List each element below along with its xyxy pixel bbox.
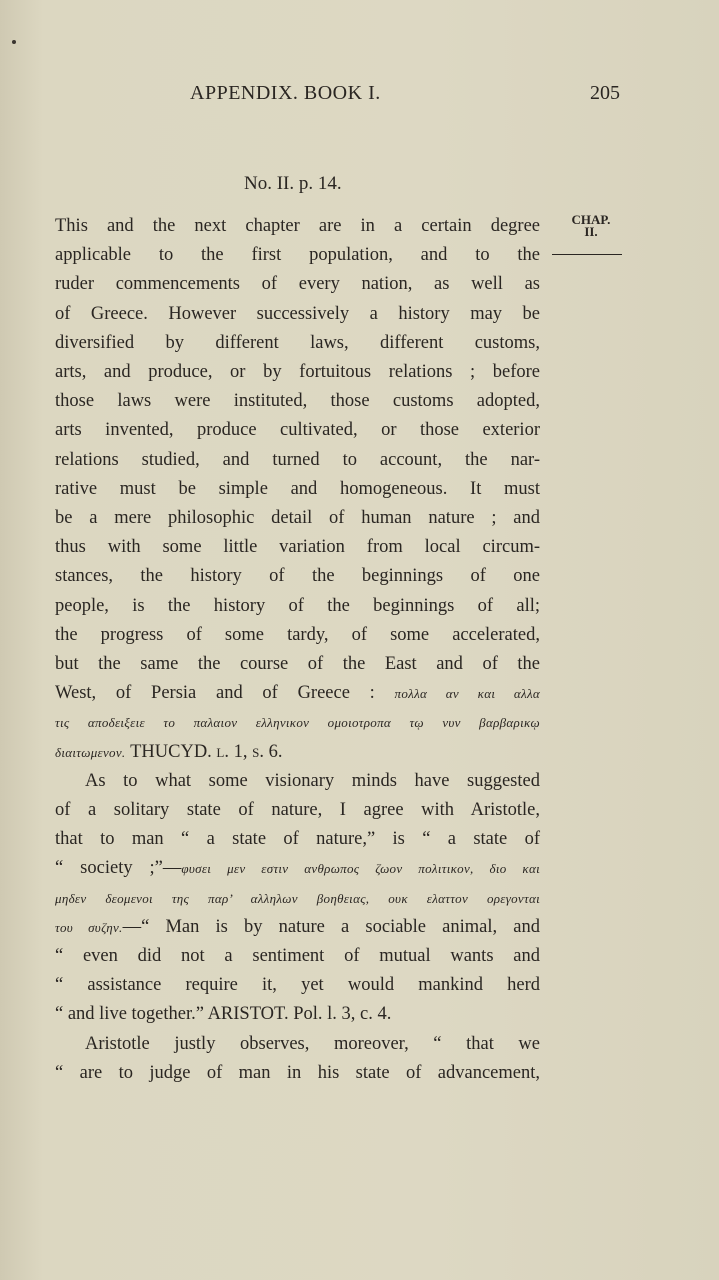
greek-line — [55, 708, 540, 737]
text-line: As to what some visionary minds have suggested — [85, 770, 540, 791]
text-line: —“ Man is by nature a sociable animal, and — [122, 916, 541, 937]
ink-speck — [12, 40, 16, 44]
text-line: relations studied, and turned to account, the nar- — [55, 449, 540, 470]
greek-line — [55, 884, 540, 913]
text-line-with-greek — [55, 679, 540, 708]
greek-quote: φυσει μεν εστιν ανθρωπος ζωον πολιτικον, διο και — [181, 861, 541, 877]
citation: THUCYD. l. 1, s. 6. — [130, 741, 283, 762]
text-line: be a mere philosophic detail of human nature ; and — [55, 508, 540, 529]
text-line: stances, the history of the beginnings of one — [55, 566, 540, 587]
greek-quote: διαιτωμενον. — [55, 744, 126, 760]
text-line: but the same the course of the East and of the — [55, 654, 540, 675]
text-line: “ are to judge of man in his state of advancement, — [55, 1062, 540, 1083]
page-number: 205 — [590, 82, 620, 104]
text-line: of a solitary state of nature, I agree with Aristotle, — [55, 800, 540, 821]
greek-quote: του συζην. — [55, 919, 123, 935]
margin-chapter-label: CHAP. — [571, 212, 611, 227]
text-line: thus with some little variation from local circum- — [55, 537, 540, 558]
text-line: Aristotle justly observes, moreover, “ that we — [85, 1033, 540, 1054]
text-line: “ society ;”— — [55, 858, 182, 879]
text-line: arts invented, produce cultivated, or those exterior — [55, 420, 540, 441]
text-line: that to man “ a state of nature,” is “ a state of — [55, 829, 540, 850]
text-line: “ assistance require it, yet would mankind herd — [55, 975, 540, 996]
text-line: ruder commencements of every nation, as well as — [55, 274, 540, 295]
text-line: “ and live together.” ARISTOT. Pol. l. 3, c. 4. — [55, 1004, 392, 1025]
margin-rule — [552, 254, 622, 255]
running-header: APPENDIX. BOOK I. — [190, 82, 381, 104]
margin-chapter-note — [560, 214, 622, 238]
text-line: applicable to the first population, and to the — [55, 245, 540, 266]
section-heading: No. II. p. 14. — [244, 173, 342, 194]
text-line: those laws were instituted, those customs adopted, — [55, 391, 540, 412]
text-line: West, of Persia and of Greece : — [55, 683, 375, 704]
body-text — [55, 212, 540, 1088]
greek-quote: τις αποδειξειε το παλαιον ελληνικον ομοιοτροπα τῳ νυν βαρβαρικῳ — [55, 715, 540, 731]
text-line: rative must be simple and homogeneous. It must — [55, 478, 540, 499]
text-line: “ even did not a sentiment of mutual wants and — [55, 946, 540, 967]
text-line-with-greek — [55, 854, 540, 883]
text-line: This and the next chapter are in a certain degree — [55, 216, 540, 236]
text-line-with-greek — [55, 913, 540, 942]
text-line: the progress of some tardy, of some accelerated, — [55, 624, 540, 645]
text-line: diversified by different laws, different customs, — [55, 332, 540, 353]
margin-chapter-number: II. — [584, 224, 598, 239]
text-line: of Greece. However successively a history may be — [55, 303, 540, 324]
citation-line — [55, 738, 540, 767]
text-line: people, is the history of the beginnings of all; — [55, 595, 540, 616]
greek-quote: πολλα αν και αλλα — [394, 686, 540, 702]
greek-quote: μηδεν δεομενοι της παρ’ αλληλων βοηθειας, ουκ ελαττον ορεγονται — [55, 890, 540, 906]
text-line: arts, and produce, or by fortuitous relations ; before — [55, 362, 540, 383]
